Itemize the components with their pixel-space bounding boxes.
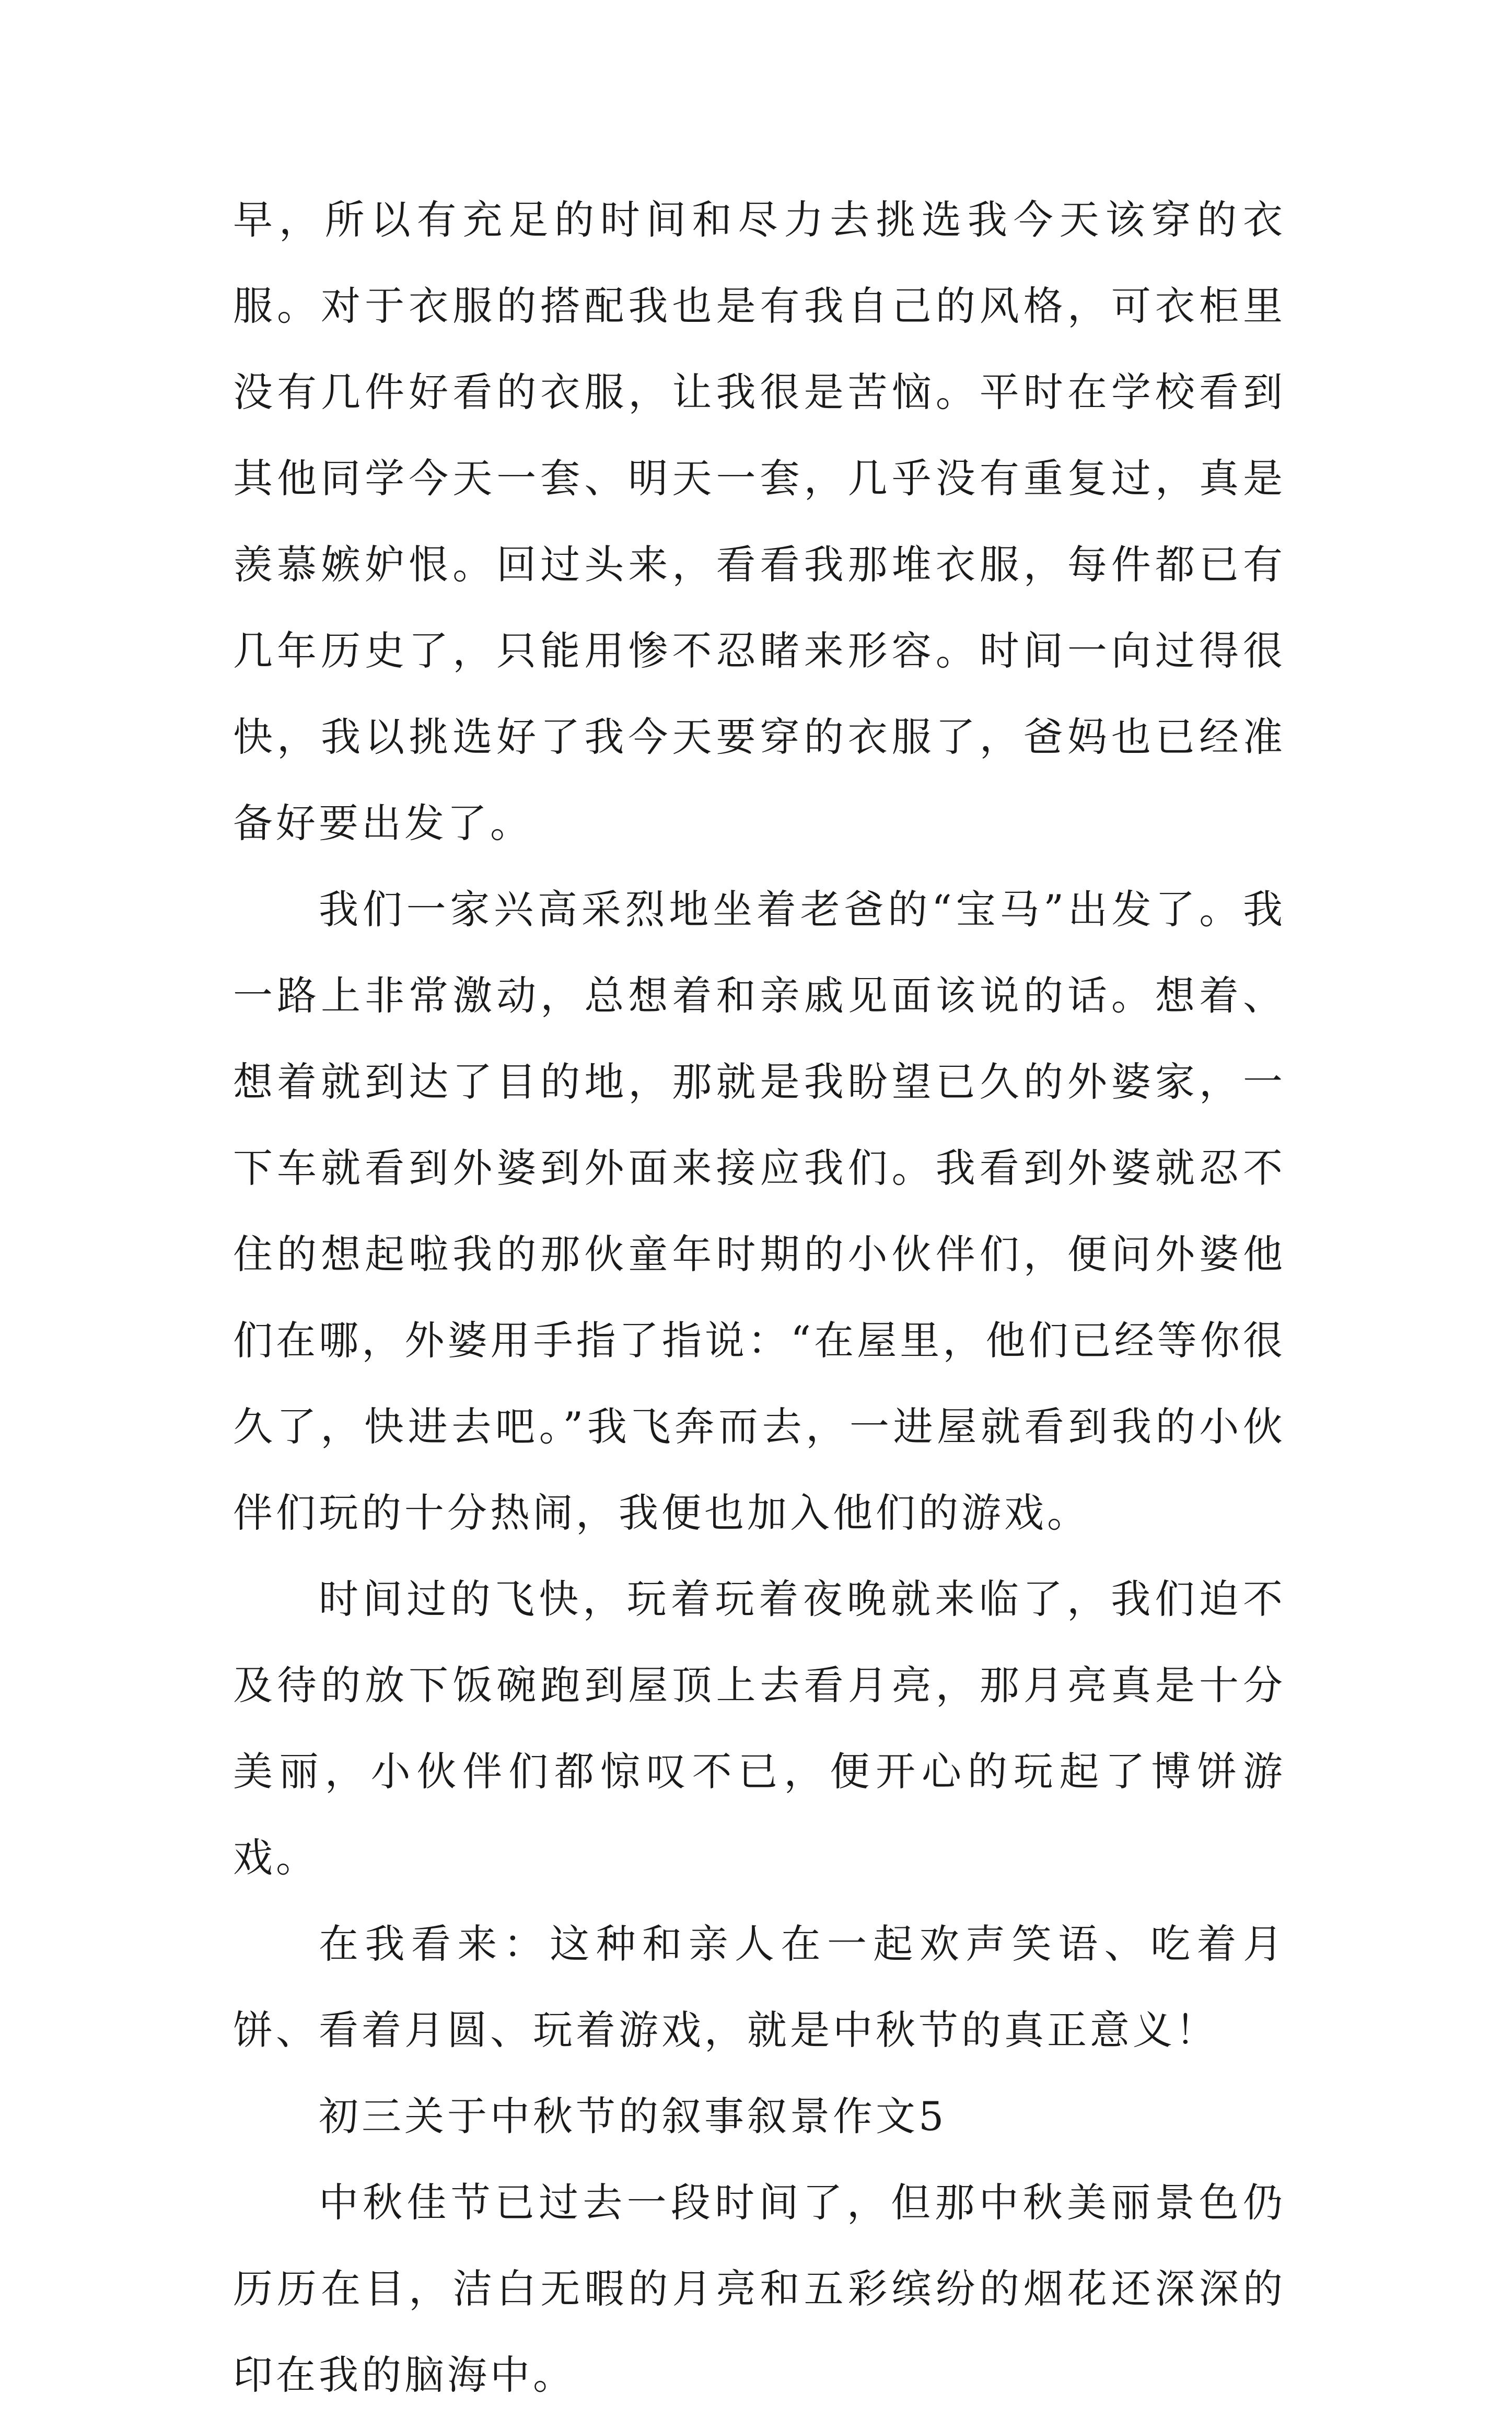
paragraph-trip: 我们一家兴高采烈地坐着老爸的“宝马”出发了。我一路上非常激动，总想着和亲戚见面该说的话。想着、想着就到达了目的地，那就是我盼望已久的外婆家，一下车就看到外婆到外面来接应我们。我看到外婆就忍不住的想起啦我的那伙童年时期的小伙伴们，便问外婆他们在哪，外婆用手指了指说：“在屋里，他们已经等你很久了，快进去吧。”我飞奔而去，一进屋就看到我的小伙伴们玩的十分热闹，我便也加入他们的游戏。 (233, 886, 1286, 1536)
paragraph-essay-intro: 中秋佳节已过去一段时间了，但那中秋美丽景色仍历历在目，洁白无暇的月亮和五彩缤纷的烟花还深深的印在我的脑海中。 (233, 2179, 1286, 2398)
paragraph-meaning: 在我看来：这种和亲人在一起欢声笑语、吃着月饼、看着月圆、玩着游戏，就是中秋节的真正意义！ (233, 1921, 1286, 2053)
paragraph-moon-night: 时间过的飞快，玩着玩着夜晚就来临了，我们迫不及待的放下饭碗跑到屋顶上去看月亮，那月亮真是十分美丽，小伙伴们都惊叹不已，便开心的玩起了博饼游戏。 (233, 1576, 1286, 1881)
essay-heading: 初三关于中秋节的叙事叙景作文5 (319, 2093, 947, 2140)
document-body (233, 177, 1286, 2418)
paragraph-continued: 早，所以有充足的时间和尽力去挑选我今天该穿的衣服。对于衣服的搭配我也是有我自己的风格，可衣柜里没有几件好看的衣服，让我很是苦恼。平时在学校看到其他同学今天一套、明天一套，几乎没有重复过，真是羡慕嫉妒恨。回过头来，看看我那堆衣服，每件都已有几年历史了，只能用惨不忍睹来形容。时间一向过得很快，我以挑选好了我今天要穿的衣服了，爸妈也已经准备好要出发了。 (233, 196, 1286, 846)
